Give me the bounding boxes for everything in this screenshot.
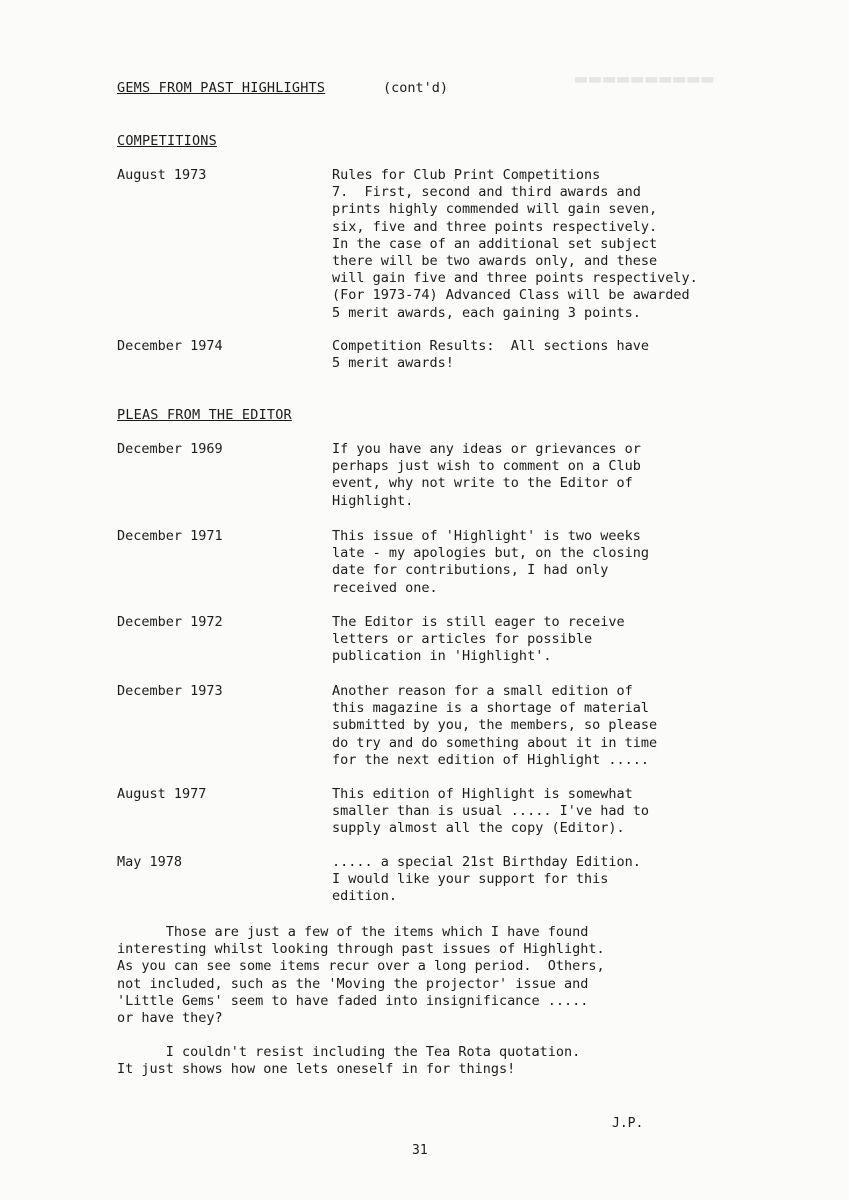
show-through-decoration: ▬▬▬▬▬▬▬▬▬▬: [575, 66, 716, 90]
entry-text: The Editor is still eager to receive letters or articles for possible publication in 'Highlight'.: [332, 614, 625, 665]
signature: J.P.: [612, 1116, 644, 1131]
entry-text: Another reason for a small edition of this magazine is a shortage of material submitted by you, the members, so please do try and do something about it in time for the next edition of Highlight .....: [332, 683, 658, 768]
entry-date: August 1977: [117, 786, 207, 802]
entry-date: August 1973: [117, 167, 207, 183]
closing-paragraph: Those are just a few of the items which I have found interesting whilst looking through past issues of Highlight. As you can see some items recur over a long period. Others, not included, such as the 'Moving the projector' issue and 'Little Gems' seem to have faded into insignificance ..... or have they?: [117, 924, 605, 1027]
section-heading-competitions: COMPETITIONS: [117, 133, 217, 149]
page-title-text: GEMS FROM PAST HIGHLIGHTS: [117, 80, 326, 96]
closing-paragraph: I couldn't resist including the Tea Rota quotation. It just shows how one lets oneself in for things!: [117, 1044, 581, 1078]
entry-text: Rules for Club Print Competitions 7. First, second and third awards and prints highly commended will gain seven, six, five and three points respectively. In the case of an additional set subject there will be two awards only, and these will gain five and three points respectively. (For 1973-74) Advanced Class will be awarded 5 merit awards, each gaining 3 points.: [332, 167, 698, 321]
page-number: 31: [412, 1143, 428, 1158]
page-title-suffix: (cont'd): [383, 80, 449, 96]
entry-text: If you have any ideas or grievances or perhaps just wish to comment on a Club event, why not write to the Editor of Highlight.: [332, 441, 641, 509]
entry-date: December 1969: [117, 441, 223, 457]
entry-date: May 1978: [117, 854, 183, 870]
entry-date: December 1973: [117, 683, 223, 699]
entry-date: December 1972: [117, 614, 223, 630]
entry-text: This edition of Highlight is somewhat smaller than is usual ..... I've had to supply almost all the copy (Editor).: [332, 786, 649, 837]
entry-text: Competition Results: All sections have 5 merit awards!: [332, 338, 649, 372]
entry-date: December 1974: [117, 338, 223, 354]
page-title: [117, 80, 325, 96]
entry-text: ..... a special 21st Birthday Edition. I would like your support for this edition.: [332, 854, 641, 905]
section-heading-pleas: PLEAS FROM THE EDITOR: [117, 407, 292, 423]
entry-text: This issue of 'Highlight' is two weeks late - my apologies but, on the closing date for contributions, I had only received one.: [332, 528, 649, 596]
entry-date: December 1971: [117, 528, 223, 544]
